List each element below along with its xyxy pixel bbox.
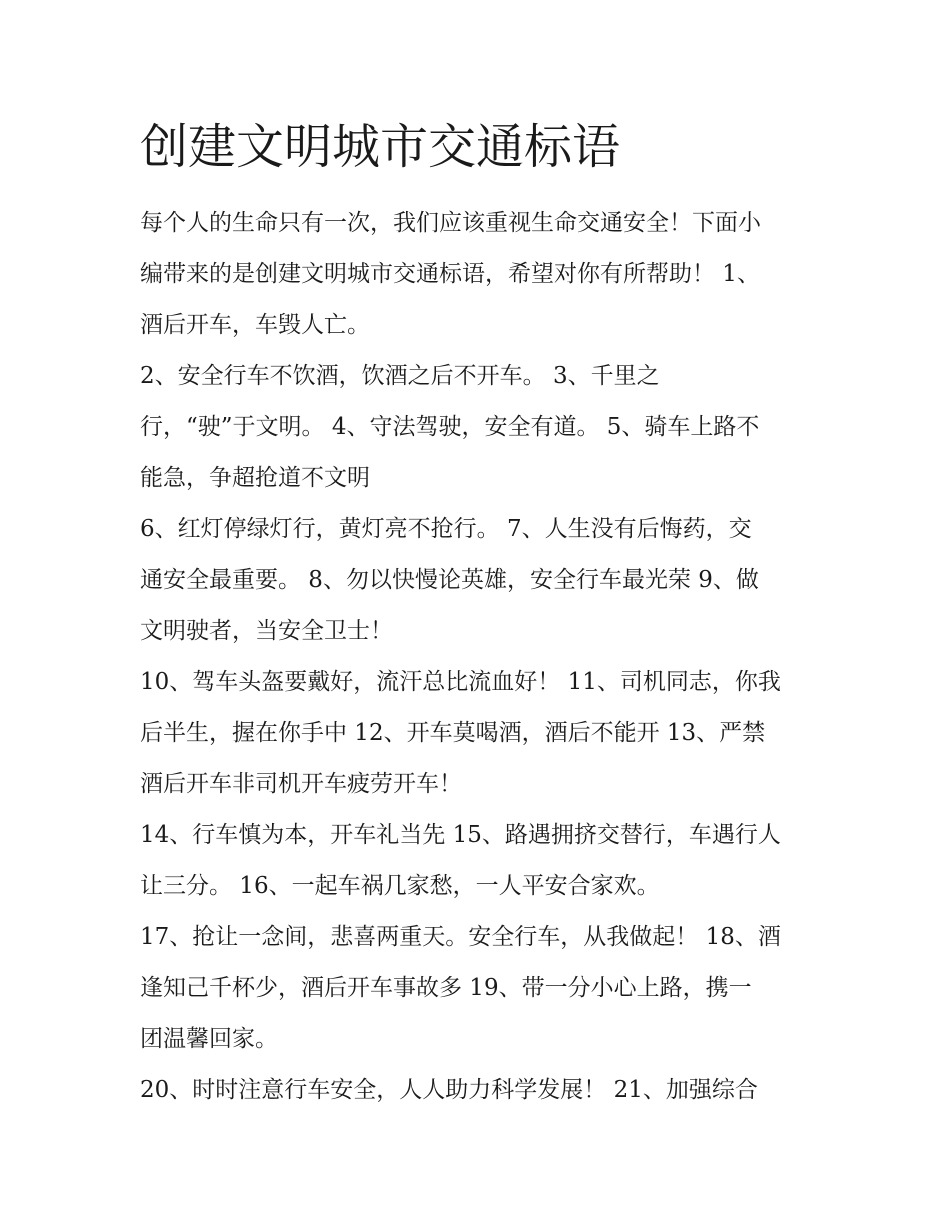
page-title: 创建文明城市交通标语	[140, 119, 621, 175]
text-line: 酒后开车，车毁人亡。	[140, 312, 370, 338]
text-line: 10、驾车头盔要戴好，流汗总比流血好！ 11、司机同志，你我	[140, 669, 781, 695]
text-line: 逢知己千杯少，酒后开车事故多 19、带一分小心上路，携一	[140, 975, 752, 1001]
text-line: 通安全最重要。 8、勿以快慢论英雄，安全行车最光荣 9、做	[140, 567, 759, 593]
text-line: 2、安全行车不饮酒，饮酒之后不开车。 3、千里之	[140, 363, 660, 389]
text-line: 6、红灯停绿灯行，黄灯亮不抢行。 7、人生没有后悔药，交	[140, 516, 752, 542]
text-line: 团温馨回家。	[140, 1026, 278, 1052]
text-line: 编带来的是创建文明城市交通标语，希望对你有所帮助！ 1、	[140, 261, 760, 287]
text-line: 每个人的生命只有一次，我们应该重视生命交通安全！下面小	[140, 210, 761, 236]
text-line: 让三分。 16、一起车祸几家愁，一人平安合家欢。	[140, 873, 660, 899]
text-line: 17、抢让一念间，悲喜两重天。安全行车，从我做起！ 18、酒	[140, 924, 781, 950]
text-line: 文明驶者，当安全卫士！	[140, 618, 393, 644]
text-line: 后半生，握在你手中 12、开车莫喝酒，酒后不能开 13、严禁	[140, 720, 766, 746]
text-line: 能急，争超抢道不文明	[140, 465, 370, 491]
text-line: 14、行车慎为本，开车礼当先 15、路遇拥挤交替行，车遇行人	[140, 822, 781, 848]
document-body	[140, 198, 820, 1116]
text-line: 酒后开车非司机开车疲劳开车！	[140, 771, 462, 797]
text-line: 行，“驶”于文明。 4、守法驾驶，安全有道。 5、骑车上路不	[140, 414, 760, 440]
text-line: 20、时时注意行车安全，人人助力科学发展！ 21、加强综合	[140, 1077, 758, 1103]
